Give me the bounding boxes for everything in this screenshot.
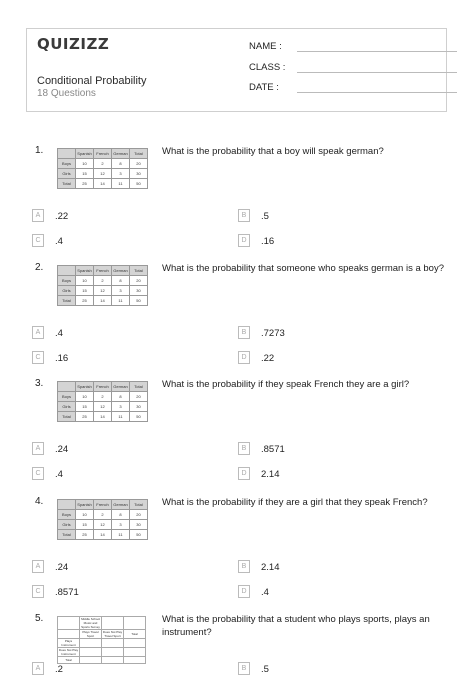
- option-value: .4: [55, 328, 63, 339]
- table-row: [58, 510, 148, 520]
- question-text: What is the probability if they are a girl that they speak French?: [162, 497, 428, 508]
- table-cell: [80, 639, 102, 648]
- table-cell: 10: [76, 392, 94, 402]
- question-number: 1.: [35, 145, 44, 156]
- table-row: [58, 412, 148, 422]
- table-cell: 15: [76, 169, 94, 179]
- table-cell: 30: [130, 169, 148, 179]
- table-row: [58, 630, 146, 639]
- table-row: [58, 169, 148, 179]
- table-cell: 10: [76, 510, 94, 520]
- table-cell: 2: [94, 392, 112, 402]
- option-value: .4: [55, 469, 63, 480]
- option-value: 2.14: [261, 562, 280, 573]
- table-cell: 11: [112, 412, 130, 422]
- option-value: .16: [55, 353, 69, 364]
- table-header-cell: [124, 617, 146, 630]
- name-label: NAME :: [249, 41, 282, 52]
- table-cell: 12: [94, 520, 112, 530]
- option-letter: B: [238, 560, 250, 573]
- table-cell: Girls: [58, 286, 76, 296]
- table-cell: 25: [76, 296, 94, 306]
- table-cell: Boys: [58, 510, 76, 520]
- table-cell: 12: [94, 402, 112, 412]
- option-letter: A: [32, 560, 44, 573]
- class-label: CLASS :: [249, 62, 286, 73]
- table-cell: 25: [76, 412, 94, 422]
- table-header-cell: German: [112, 382, 130, 392]
- table-header-cell: French: [94, 266, 112, 276]
- table-cell: 14: [94, 412, 112, 422]
- table-cell: 11: [112, 296, 130, 306]
- table-cell: 30: [130, 286, 148, 296]
- table-header-cell: [58, 266, 76, 276]
- date-field[interactable]: [249, 82, 279, 93]
- question-text: What is the probability that a student who plays sports, plays an instrument?: [162, 614, 430, 638]
- option-value: .5: [261, 211, 269, 222]
- date-label: DATE :: [249, 82, 279, 93]
- option-letter: C: [32, 467, 44, 480]
- table-header-cell: [58, 617, 80, 630]
- table-cell: Total: [58, 530, 76, 540]
- table-cell: 20: [130, 276, 148, 286]
- table-cell: 50: [130, 179, 148, 189]
- table-header-cell: [58, 382, 76, 392]
- table-cell: [80, 648, 102, 657]
- table-cell: 14: [94, 296, 112, 306]
- option-value: .24: [55, 444, 69, 455]
- option-letter: C: [32, 585, 44, 598]
- table-cell: 20: [130, 159, 148, 169]
- option-letter: A: [32, 326, 44, 339]
- data-table: [57, 381, 148, 422]
- table-header-cell: German: [112, 149, 130, 159]
- table-cell: 2: [94, 159, 112, 169]
- question-number: 3.: [35, 378, 44, 389]
- option-letter: D: [238, 585, 250, 598]
- table-cell: 8: [112, 276, 130, 286]
- table-cell: 30: [130, 520, 148, 530]
- data-table: [57, 616, 146, 664]
- table-cell: 15: [76, 286, 94, 296]
- table-cell: [102, 648, 124, 657]
- table-row: [58, 648, 146, 657]
- table-header-cell: Spanish: [76, 500, 94, 510]
- table-row: [58, 286, 148, 296]
- option-letter: A: [32, 209, 44, 222]
- table-cell: 50: [130, 530, 148, 540]
- worksheet-header: [26, 28, 447, 112]
- table-row: [58, 657, 146, 664]
- question-text: What is the probability if they speak French they are a girl?: [162, 379, 410, 390]
- table-header-cell: Total: [130, 149, 148, 159]
- table-header-cell: Total: [130, 382, 148, 392]
- table-cell: [102, 639, 124, 648]
- table-cell: 10: [76, 276, 94, 286]
- table-cell: [124, 648, 146, 657]
- class-field[interactable]: [249, 62, 285, 73]
- table-row: [58, 179, 148, 189]
- table-header-cell: Spanish: [76, 266, 94, 276]
- table-cell: 50: [130, 296, 148, 306]
- table-cell: [102, 657, 124, 664]
- table-header-cell: Spanish: [76, 382, 94, 392]
- table-cell: 20: [130, 510, 148, 520]
- table-header-cell: [102, 617, 124, 630]
- option-letter: B: [238, 209, 250, 222]
- option-letter: B: [238, 442, 250, 455]
- option-letter: C: [32, 234, 44, 247]
- option-value: .16: [261, 236, 275, 247]
- table-cell: 8: [112, 159, 130, 169]
- option-value: .8571: [55, 587, 79, 598]
- data-table: [57, 148, 148, 189]
- quizizz-logo: QUIZIZZ: [37, 35, 110, 53]
- option-value: .4: [55, 236, 63, 247]
- table-cell: 2: [94, 510, 112, 520]
- table-cell: 50: [130, 412, 148, 422]
- table-cell: [124, 639, 146, 648]
- table-cell: 15: [76, 520, 94, 530]
- option-value: 2.14: [261, 469, 280, 480]
- table-row: [58, 639, 146, 648]
- option-value: .2: [55, 664, 63, 675]
- option-value: .7273: [261, 328, 285, 339]
- table-cell: Plays Travel Sport: [80, 630, 102, 639]
- table-header-cell: German: [112, 266, 130, 276]
- table-cell: Total: [58, 412, 76, 422]
- table-cell: Total: [124, 630, 146, 639]
- table-cell: 3: [112, 402, 130, 412]
- table-cell: 12: [94, 286, 112, 296]
- table-cell: Does Not Play Instrument: [58, 648, 79, 656]
- table-cell: Boys: [58, 392, 76, 402]
- table-cell: 8: [112, 510, 130, 520]
- table-cell: 11: [112, 179, 130, 189]
- option-letter: B: [238, 326, 250, 339]
- data-table: [57, 499, 148, 540]
- question-number: 4.: [35, 496, 44, 507]
- option-value: .22: [261, 353, 275, 364]
- table-cell: 2: [94, 276, 112, 286]
- option-letter: D: [238, 467, 250, 480]
- option-letter: C: [32, 351, 44, 364]
- table-row: [58, 296, 148, 306]
- option-letter: D: [238, 234, 250, 247]
- table-cell: Girls: [58, 169, 76, 179]
- table-header-cell: Middle School Music and Sports Survey: [81, 617, 100, 629]
- name-field[interactable]: [249, 41, 282, 52]
- data-table: [57, 265, 148, 306]
- table-cell: 30: [130, 402, 148, 412]
- table-cell: 3: [112, 169, 130, 179]
- option-value: .4: [261, 587, 269, 598]
- table-header-cell: Total: [130, 500, 148, 510]
- question-number: 2.: [35, 262, 44, 273]
- table-cell: [124, 657, 146, 664]
- table-cell: Total: [58, 657, 80, 664]
- table-header-cell: Spanish: [76, 149, 94, 159]
- table-cell: Boys: [58, 159, 76, 169]
- table-header-cell: French: [94, 149, 112, 159]
- table-cell: Total: [58, 296, 76, 306]
- question-number: 5.: [35, 613, 44, 624]
- table-cell: 12: [94, 169, 112, 179]
- table-cell: 3: [112, 520, 130, 530]
- table-cell: Does Not Play Travel Sport: [102, 630, 123, 638]
- table-cell: 15: [76, 402, 94, 412]
- table-header-cell: Total: [130, 266, 148, 276]
- option-letter: D: [238, 351, 250, 364]
- table-cell: 25: [76, 530, 94, 540]
- worksheet-title: Conditional Probability: [37, 75, 147, 87]
- option-value: .24: [55, 562, 69, 573]
- table-cell: 25: [76, 179, 94, 189]
- table-row: [58, 520, 148, 530]
- table-cell: 10: [76, 159, 94, 169]
- table-row: [58, 276, 148, 286]
- option-value: .5: [261, 664, 269, 675]
- option-letter: B: [238, 662, 250, 675]
- table-cell: [58, 630, 80, 639]
- table-cell: 11: [112, 530, 130, 540]
- table-cell: Total: [58, 179, 76, 189]
- table-header-cell: [58, 500, 76, 510]
- option-letter: A: [32, 662, 44, 675]
- table-header-cell: French: [94, 382, 112, 392]
- option-value: .8571: [261, 444, 285, 455]
- table-cell: [80, 657, 102, 664]
- table-cell: 8: [112, 392, 130, 402]
- table-row: [58, 159, 148, 169]
- table-cell: Plays Instrument: [58, 639, 80, 648]
- table-cell: 3: [112, 286, 130, 296]
- table-cell: 14: [94, 179, 112, 189]
- option-letter: A: [32, 442, 44, 455]
- question-text: What is the probability that a boy will speak german?: [162, 146, 384, 157]
- table-header-cell: German: [112, 500, 130, 510]
- table-row: [58, 530, 148, 540]
- table-cell: Girls: [58, 402, 76, 412]
- question-text: What is the probability that someone who speaks german is a boy?: [162, 263, 444, 274]
- table-row: [58, 392, 148, 402]
- option-value: .22: [55, 211, 69, 222]
- question-count: 18 Questions: [37, 88, 96, 99]
- table-header-cell: French: [94, 500, 112, 510]
- table-header-cell: [58, 149, 76, 159]
- table-cell: 14: [94, 530, 112, 540]
- table-cell: 20: [130, 392, 148, 402]
- table-cell: Boys: [58, 276, 76, 286]
- table-cell: Girls: [58, 520, 76, 530]
- table-row: [58, 402, 148, 412]
